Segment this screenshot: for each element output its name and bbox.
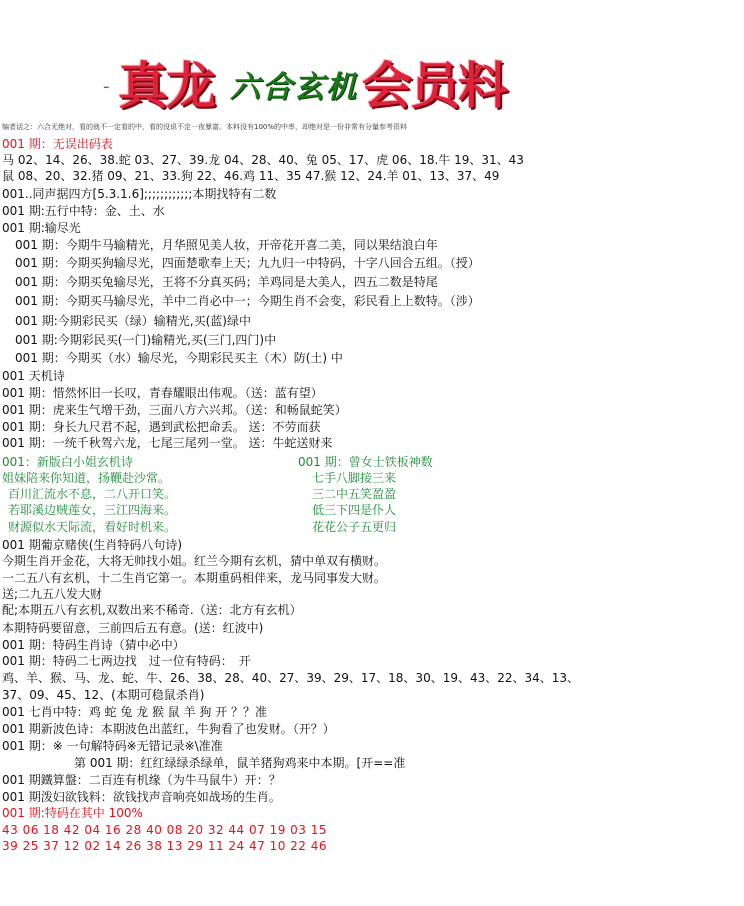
text-line: 001 期：今期牛马输精光，月华照见美人妆，开帝花开喜二美，同以果结浪白年 [15,238,438,252]
text-line: 001 期：身长九尺君不起，遇到武松把命丢。 送：不劳而获 [2,420,321,434]
text-line: 001 期：惜然怀旧一长叹，青春耀眼出伟观。（送：蓝有望） [2,386,323,400]
text-line: 001 期新波色诗：本期波色出蓝红，牛狗看了也发财。（开？） [2,722,335,736]
text-line: 001 期:今期彩民买（绿）输精光,买(蓝)绿中 [15,314,251,328]
text-line: 送;二九五八发大财 [2,587,103,601]
text-line: 配;本期五八有玄机,双数出来不稀奇.（送：北方有玄机） [2,603,302,617]
text-line: 37、09、45、12、(本期可稳鼠杀肖) [2,688,205,702]
right-poem-line: 三二中五笑盈盈 [312,487,397,501]
left-poem-line: 若耶溪边贼莲女，三江四海来。 [8,503,177,517]
text-line: 今期生肖开金花，大将无帅找小姐。红兰今期有玄机，猜中单双有横财。 [2,554,387,568]
text-line: 001 期：一统千秋驾六龙，七尾三尾列一堂。 送：牛蛇送财来 [2,436,333,450]
left-poem-line: 百川汇流水不息，二八开口笑。 [8,487,177,501]
title-left: 真龙 [118,56,214,115]
right-poem-line: 花花公子五更归 [312,520,397,534]
left-poem-title: 001：新版白小姐玄机诗 [2,455,133,469]
text-line: 001 期：特码二七两边找 过一位有特码： 开 [2,654,251,668]
text-line: 001 期：虎来生气增干劲，三面八方六兴邦。（送：和畅鼠蛇笑） [2,403,347,417]
text-line: 001 期葡京赌侠(生肖特码八句诗) [2,538,183,552]
text-line: 001 期：特码生肖诗（猜中必中） [2,638,185,652]
text-line: 001 期:输尽光 [2,221,81,235]
zodiac-numbers-row-2: 鼠 08、20、32.猪 09、21、33.狗 22、46.鸡 11、35 47.猴 12、24.羊 01、13、37、49 [2,169,500,183]
text-line: 001 期鐵算盤：二百连有机缘（为牛马鼠牛）开：？ [2,773,281,787]
left-poem-line: 姐妹陪来你知道，扬鞭赴沙常。 [2,471,171,485]
editor-notice: 编者话之：六合无绝对，看的就不一定看的中，看的没说不定一夜暴富。本料没有100%的中率，却绝对是一份非常有分量参考资料 [2,123,408,131]
section-title-code-table: 001 期：无误出码表 [2,137,113,151]
text-line: 001 期:今期彩民买(一门)输精光,买(三门,四门)中 [15,333,277,347]
header-dash: - [103,76,110,97]
text-line: 001..同声据四方[5.3.1.6];;;;;;;;;;;;本期找特有二数 [2,187,277,201]
title-right: 会员料 [362,56,506,115]
right-poem-title: 001 期：曾女士铁板神数 [298,455,433,469]
text-line: 001 期：※ 一句解特码※无错记录※\准准 [2,739,223,753]
number-row-1: 43 06 18 42 04 16 28 40 08 20 32 44 07 19 03 15 [2,823,328,837]
text-line: 001 期：今期买狗输尽光，四面楚歌奉上天；九九归一中特码，十字八回合五组。（授） [15,256,480,270]
title-mid: 六合玄机 [230,70,358,105]
text-line: 001 期泼妇欲钱料：欲钱找声音响亮如战场的生肖。 [2,790,281,804]
text-line: 一二五八有玄机，十二生肖它第一。本期重码相伴来，龙马同事发大财。 [2,571,387,585]
text-line: 001 期：今期买（水）输尽光，今期彩民买主（木）防(土) 中 [15,351,343,365]
text-line: 001 天机诗 [2,369,65,383]
right-poem-line: 低三下四是仆人 [312,503,397,517]
text-line: 第 001 期：红红绿绿杀绿单，鼠羊猪狗鸡来中本期。[开==准 [2,756,406,770]
number-row-2: 39 25 37 12 02 14 26 38 13 29 11 24 47 10 22 46 [2,839,328,853]
text-line: 本期特码要留意，三前四后五有意。(送：红波中) [2,621,264,635]
zodiac-numbers-row-1: 马 02、14、26、38.蛇 03、27、39.龙 04、28、40、兔 05、17、虎 06、18.牛 19、31、43 [2,153,524,167]
left-poem-line: 财源似水天际流，看好时机来。 [8,520,177,534]
section-title-special-code: 001 期:特码在其中 100% [2,806,143,820]
text-line: 鸡、羊、猴、马、龙、蛇、牛、26、38、28、40、27、39、29、17、18、30、19、43、22、34、13、 [2,671,580,685]
text-line: 001 期:五行中特：金、土、水 [2,204,165,218]
text-line: 001 七肖中特：鸡 蛇 兔 龙 猴 鼠 羊 狗 开 ？？准 [2,705,268,719]
text-line: 001 期：今期买兔输尽光，王将不分真买码；羊鸡同是大美人，四五二数是特尾 [15,275,438,289]
right-poem-line: 七手八脚接三来 [312,471,397,485]
text-line: 001 期：今期买马输尽光，羊中二肖必中一；今期生肖不会变，彩民看上上数特。（涉） [15,294,480,308]
header-banner [0,40,744,120]
